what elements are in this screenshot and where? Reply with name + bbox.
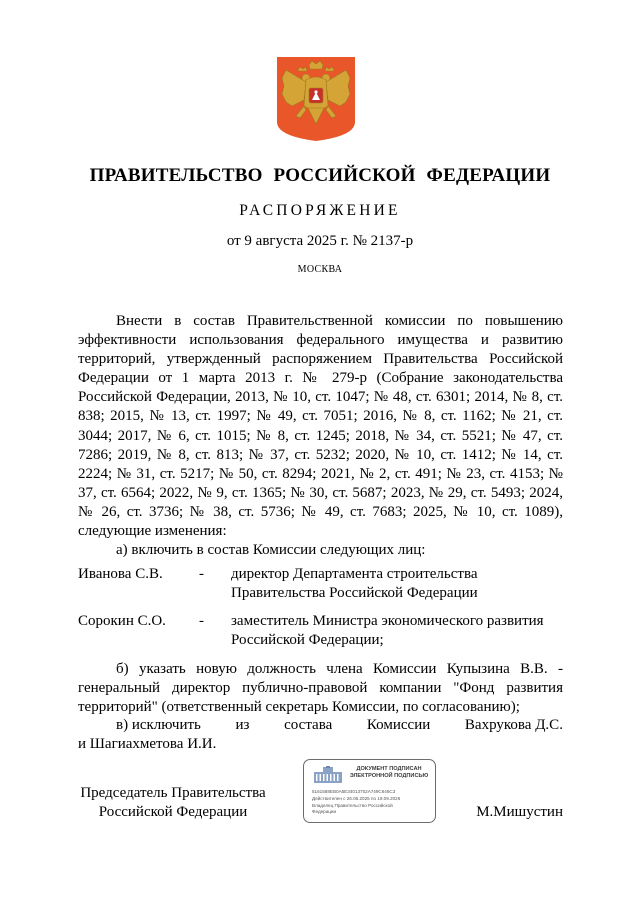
- item-a-paragraph: а) включить в состав Комиссии следующих лиц:: [116, 542, 426, 558]
- member-name: Иванова С.В.: [78, 566, 163, 582]
- member-role: заместитель Министра экономического развития Российской Федерации;: [231, 613, 544, 648]
- stamp-title-line2: ЭЛЕКТРОННОЙ ПОДПИСЬЮ: [349, 773, 429, 779]
- item-c-word: Комиссии: [366, 717, 431, 733]
- stamp-validity: Действителен с 26.06.2025 по 19.09.2026: [312, 796, 401, 801]
- government-title: ПРАВИТЕЛЬСТВО РОССИЙСКОЙ ФЕДЕРАЦИИ: [89, 165, 551, 186]
- item-c-word: в) исключить: [116, 717, 201, 733]
- stamp-owner-line2: Федерации: [312, 809, 337, 814]
- item-c-word: состава: [284, 717, 333, 733]
- government-building-icon: [313, 766, 343, 784]
- item-c-second-line: и Шагиахметова И.И.: [78, 736, 217, 753]
- intro-paragraph: Внести в состав Правительственной комиссии по повышению эффективности использования федерального имущества и развитию территорий, утвержденный распоряжением Правительства Российской Федерации от 1 марта 2013 г. № 279-р (Собрание законодательства Российской Федерации, 2013, № 10, ст. 1047; № 48, ст. 6301; 2014, № 8, ст. 838; 2015, № 13, ст. 1997; № 49, ст. 7051; 2016, № 8, ст. 1162; № 21, ст. 3044; 2017, № 6, ст. 1015; № 8, ст. 1245; 2018, № 34, ст. 5521; № 47, ст. 7286; 2019, № 8, ст. 813; № 37, ст. 5232; 2020, № 10, ст. 1412; № 14, ст. 2224; № 31, ст. 5217; № 50, ст. 8294; 2021, № 2, ст. 491; № 23, ст. 4153; № 37, ст. 6564; 2022, № 9, ст. 1365; № 30, ст. 5687; 2023, № 29, ст. 5493; 2024, № 26, ст. 3736; № 38, ст. 5736; № 49, ст. 7683; 2025, № 10, ст. 1089), следующие изменения:: [78, 313, 563, 540]
- document-city: МОСКВА: [297, 264, 343, 275]
- document-date-number: от 9 августа 2025 г. № 2137-р: [226, 233, 414, 249]
- stamp-title: [346, 766, 432, 780]
- item-c-first-line: [78, 716, 563, 735]
- chair-title-line2: Российской Федерации: [98, 804, 248, 820]
- electronic-signature-stamp: [303, 759, 436, 823]
- item-c-paragraph: [78, 716, 563, 754]
- item-c-word: Вахрукова Д.С.: [464, 717, 563, 733]
- stamp-owner-line1: Владелец Правительство Российской: [312, 803, 393, 808]
- signer-name: М.Мишустин: [476, 804, 563, 820]
- item-b-paragraph: б) указать новую должность члена Комиссии Купызина В.В. - генеральный директор публично-правовой компании "Фонд развития территорий" (ответственный секретарь Комиссии, по согласованию);: [78, 661, 563, 716]
- stamp-title-line1: ДОКУМЕНТ ПОДПИСАН: [356, 766, 422, 772]
- stamp-serial: 5161588EB0A5E34013702A749C646C3: [312, 789, 396, 794]
- item-c-word: из: [235, 717, 250, 733]
- member-dash: -: [199, 613, 204, 629]
- chair-title-line1: Председатель Правительства: [80, 785, 266, 801]
- coat-of-arms-icon: [276, 56, 356, 142]
- chair-title: [78, 784, 268, 822]
- member-role: директор Департамента строительства Правительства Российской Федерации: [231, 566, 478, 601]
- document-type: РАСПОРЯЖЕНИЕ: [239, 202, 401, 219]
- member-dash: -: [199, 566, 204, 582]
- member-name: Сорокин С.О.: [78, 613, 166, 629]
